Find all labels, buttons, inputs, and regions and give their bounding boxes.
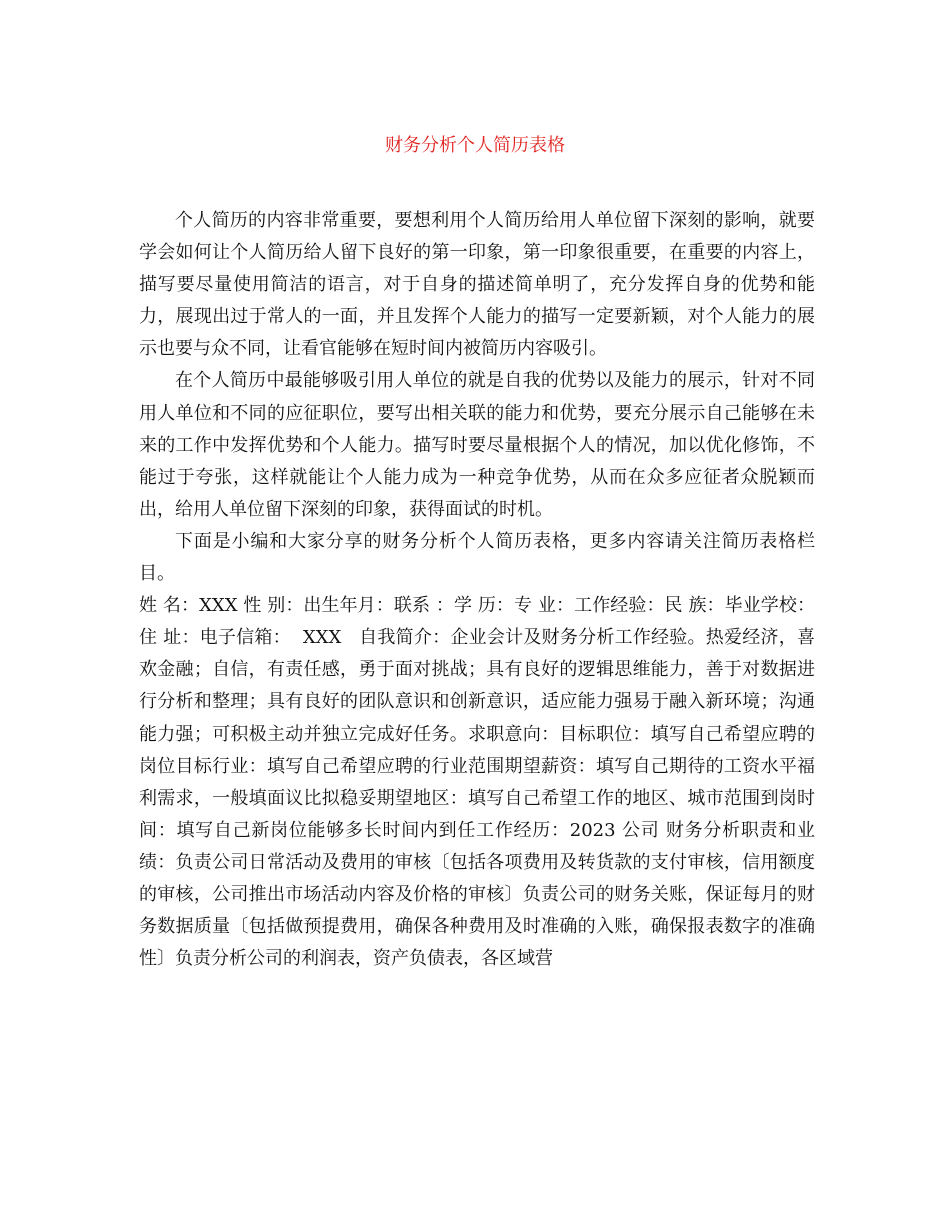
resume-content: 姓 名：XXX 性 别：出生年月：联系 ：学 历：专 业：工作经验：民 族：毕业学校：住 址：电子信箱： XXX 自我简介：企业会计及财务分析工作经验。热爱经济，喜欢金融；自信，有责任感，勇于面对挑战；具有良好的逻辑思维能力，善于对数据进行分析和整理；具有良好的团队意识和创新意识，适应能力强易于融入新环境；沟通能力强；可积极主动并独立完成好任务。求职意向：目标职位：填写自己希望应聘的岗位目标行业：填写自己希望应聘的行业范围期望薪资：填写自己期待的工资水平福利需求，一般填面议比拟稳妥期望地区：填写自己希望工作的地区、城市范围到岗时间：填写自己新岗位能够多长时间内到任工作经历：2023 公司 财务分析职责和业绩：负责公司日常活动及费用的审核〔包括各项费用及转货款的支付审核，信用额度的审核，公司推出市场活动内容及价格的审核〕负责公司的财务关账，保证每月的财务数据质量〔包括做预提费用，确保各种费用及时准确的入账，确保报表数字的准确性〕负责分析公司的利润表，资产负债表，各区域营 xyxy=(139,595,815,970)
document-title: 财务分析个人简历表格 xyxy=(385,135,565,156)
document-body xyxy=(139,205,815,975)
intro-paragraph-1: 个人简历的内容非常重要，要想利用个人简历给用人单位留下深刻的影响，就要学会如何让个人简历给人留下良好的第一印象，第一印象很重要，在重要的内容上，描写要尽量使用简洁的语言，对于自身的描述简单明了，充分发挥自身的优势和能力，展现出过于常人的一面，并且发挥个人能力的描写一定要新颖，对个人能力的展示也要与众不同，让看官能够在短时间内被简历内容吸引。 xyxy=(139,210,815,360)
intro-paragraph-2: 在个人简历中最能够吸引用人单位的就是自我的优势以及能力的展示，针对不同用人单位和不同的应征职位，要写出相关联的能力和优势，要充分展示自己能够在未来的工作中发挥优势和个人能力。描写时要尽量根据个人的情况，加以优化修饰，不能过于夸张，这样就能让个人能力成为一种竞争优势，从而在众多应征者众脱颖而出，给用人单位留下深刻的印象，获得面试的时机。 xyxy=(139,370,815,520)
intro-paragraph-3: 下面是小编和大家分享的财务分析个人简历表格，更多内容请关注简历表格栏目。 xyxy=(139,530,815,585)
